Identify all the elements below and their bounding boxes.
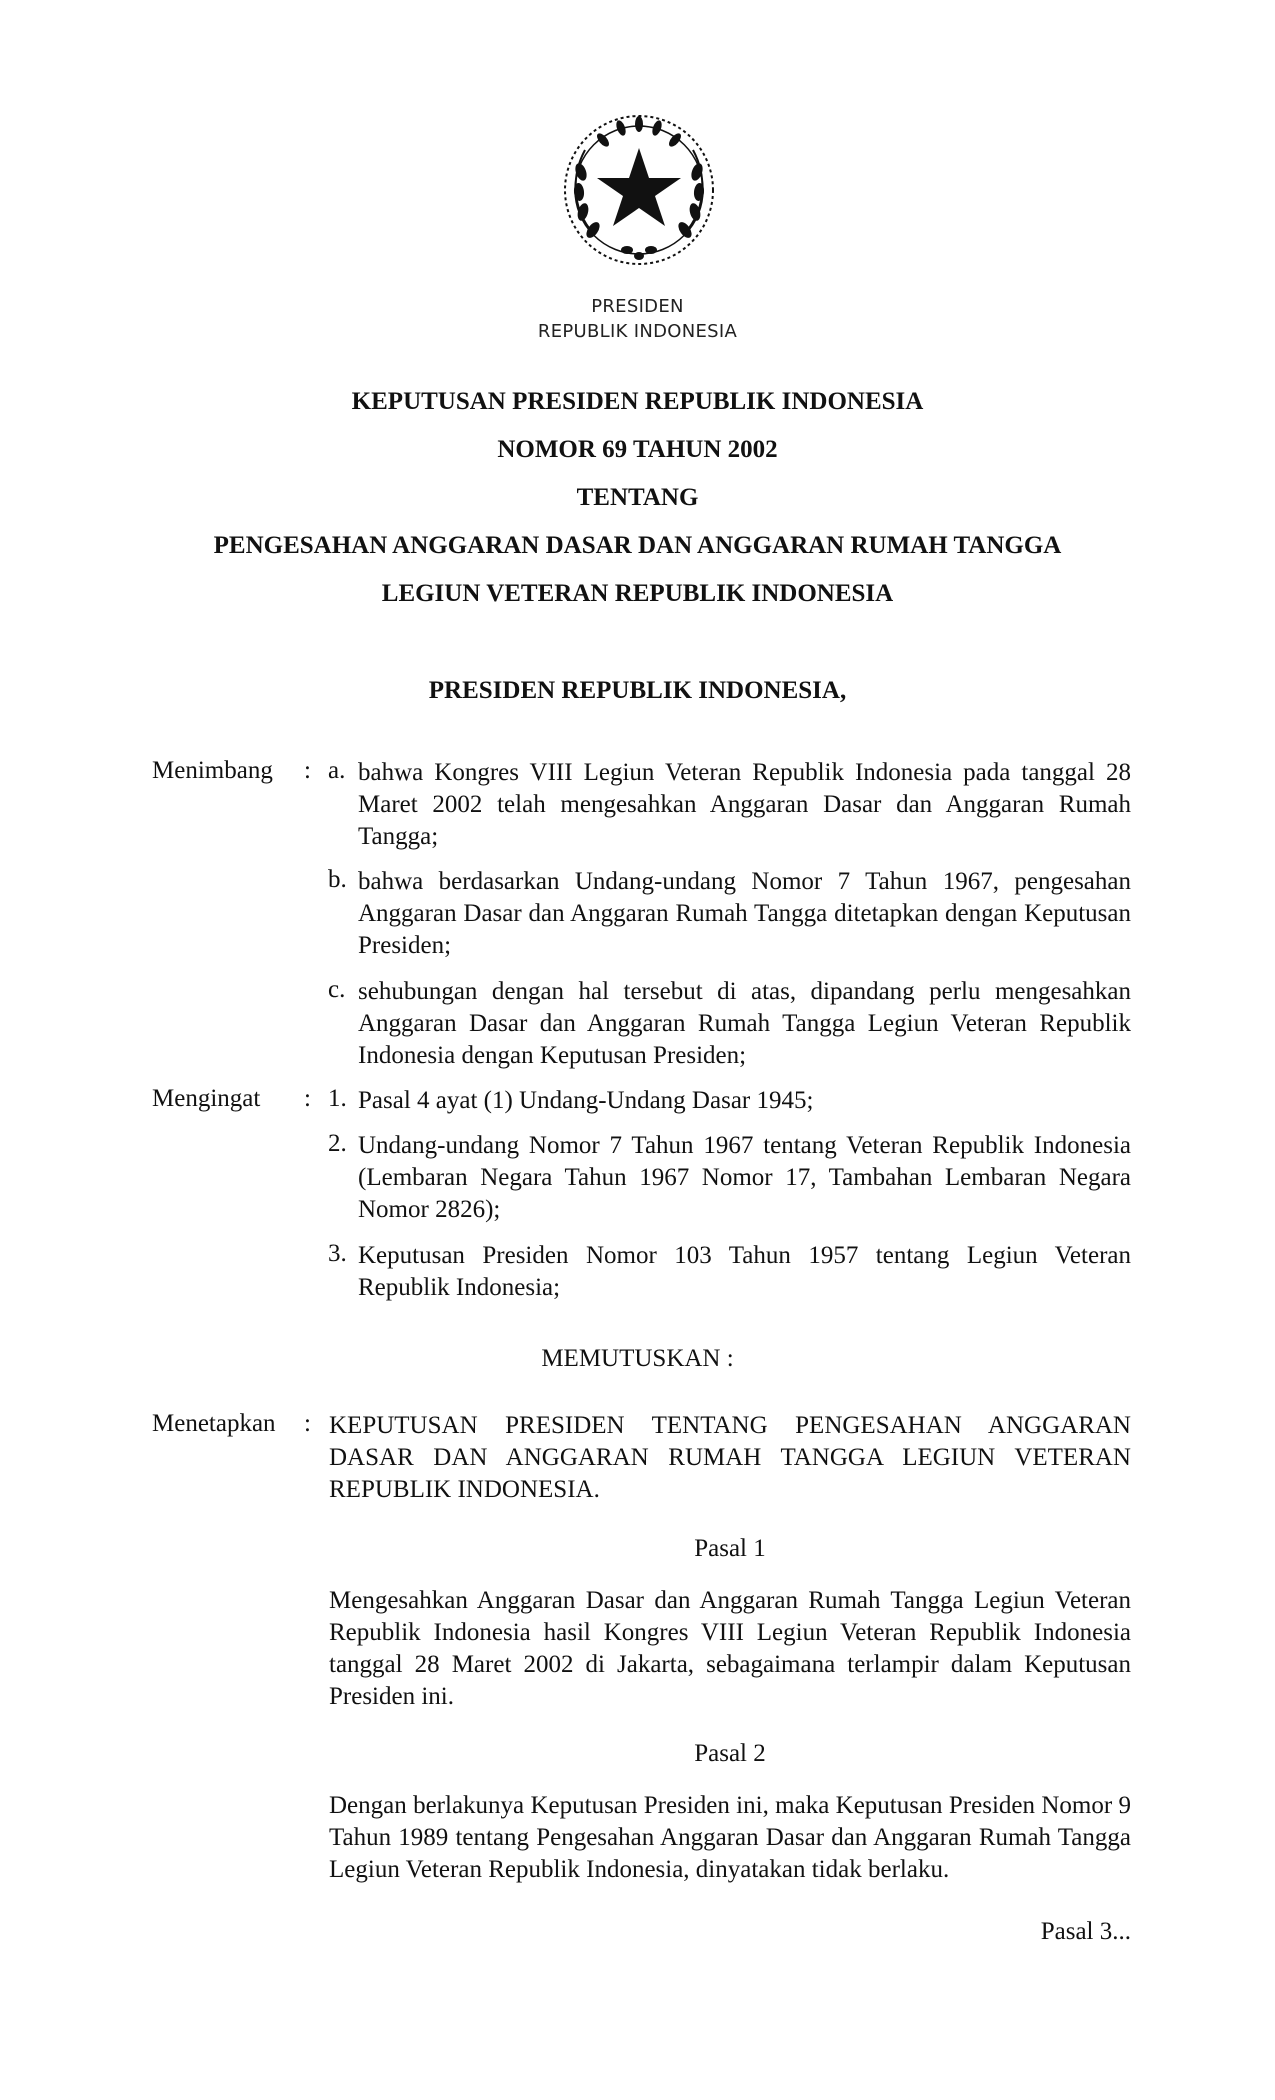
- menimbang-marker-c: c.: [328, 976, 346, 1003]
- menimbang-item-a: bahwa Kongres VIII Legiun Veteran Republik Indonesia pada tanggal 28 Maret 2002 telah mengesahkan Anggaran Dasar dan Anggaran Rumah Tangga;: [358, 759, 1131, 850]
- mengingat-item-2: Undang-undang Nomor 7 Tahun 1967 tentang Veteran Republik Indonesia (Lembaran Negara Tahun 1967 Nomor 17, Tambahan Lembaran Negara Nomor 2826);: [358, 1132, 1131, 1223]
- menimbang-marker-a: a.: [328, 757, 346, 784]
- mengingat-marker-1: 1.: [328, 1085, 347, 1112]
- menetapkan-text: KEPUTUSAN PRESIDEN TENTANG PENGESAHAN ANGGARAN DASAR DAN ANGGARAN RUMAH TANGGA LEGIUN VETERAN REPUBLIK INDONESIA.: [329, 1412, 1131, 1503]
- issuer-line-2: REPUBLIK INDONESIA: [537, 321, 738, 342]
- title-subject-line-1: PENGESAHAN ANGGARAN DASAR DAN ANGGARAN RUMAH TANGGA: [213, 532, 1062, 559]
- pasal-1-text: Mengesahkan Anggaran Dasar dan Anggaran Rumah Tangga Legiun Veteran Republik Indonesia hasil Kongres VIII Legiun Veteran Republik Indonesia tanggal 28 Maret 2002 di Jakarta, sebagaimana terlampir dalam Keputusan Presiden ini.: [329, 1587, 1131, 1710]
- presidential-seal-icon: [559, 110, 719, 270]
- title-subject-line-2: LEGIUN VETERAN REPUBLIK INDONESIA: [381, 580, 894, 607]
- menimbang-label: Menimbang: [152, 757, 273, 784]
- menetapkan-colon: :: [304, 1410, 311, 1437]
- mengingat-colon: :: [304, 1085, 311, 1112]
- document-number: NOMOR 69 TAHUN 2002: [497, 436, 778, 463]
- continuation-note: Pasal 3...: [1040, 1918, 1131, 1945]
- document-title: KEPUTUSAN PRESIDEN REPUBLIK INDONESIA: [351, 388, 924, 415]
- menimbang-item-c: sehubungan dengan hal tersebut di atas, dipandang perlu mengesahkan Anggaran Dasar dan Anggaran Rumah Tangga Legiun Veteran Republik Indonesia dengan Keputusan Presiden;: [358, 978, 1131, 1069]
- pasal-2-heading: Pasal 2: [694, 1740, 766, 1767]
- pasal-2-text: Dengan berlakunya Keputusan Presiden ini, maka Keputusan Presiden Nomor 9 Tahun 1989 tentang Pengesahan Anggaran Dasar dan Anggaran Rumah Tangga Legiun Veteran Republik Indonesia, dinyatakan tidak berlaku.: [329, 1792, 1131, 1883]
- president-heading: PRESIDEN REPUBLIK INDONESIA,: [428, 677, 847, 704]
- pasal-1-heading: Pasal 1: [694, 1535, 766, 1562]
- memutuskan-heading: MEMUTUSKAN :: [541, 1345, 734, 1372]
- mengingat-item-3: Keputusan Presiden Nomor 103 Tahun 1957 tentang Legiun Veteran Republik Indonesia;: [358, 1242, 1131, 1301]
- title-tentang: TENTANG: [576, 484, 699, 511]
- mengingat-item-1: Pasal 4 ayat (1) Undang-Undang Dasar 1945;: [358, 1087, 814, 1114]
- mengingat-label: Mengingat: [152, 1085, 261, 1112]
- issuer-line-1: PRESIDEN: [591, 296, 684, 317]
- menimbang-item-b: bahwa berdasarkan Undang-undang Nomor 7 Tahun 1967, pengesahan Anggaran Dasar dan Anggaran Rumah Tangga ditetapkan dengan Keputusan Presiden;: [358, 868, 1131, 959]
- mengingat-marker-3: 3.: [328, 1240, 347, 1267]
- menimbang-marker-b: b.: [328, 866, 347, 893]
- menetapkan-label: Menetapkan: [152, 1410, 276, 1437]
- menimbang-colon: :: [304, 757, 311, 784]
- mengingat-marker-2: 2.: [328, 1130, 347, 1157]
